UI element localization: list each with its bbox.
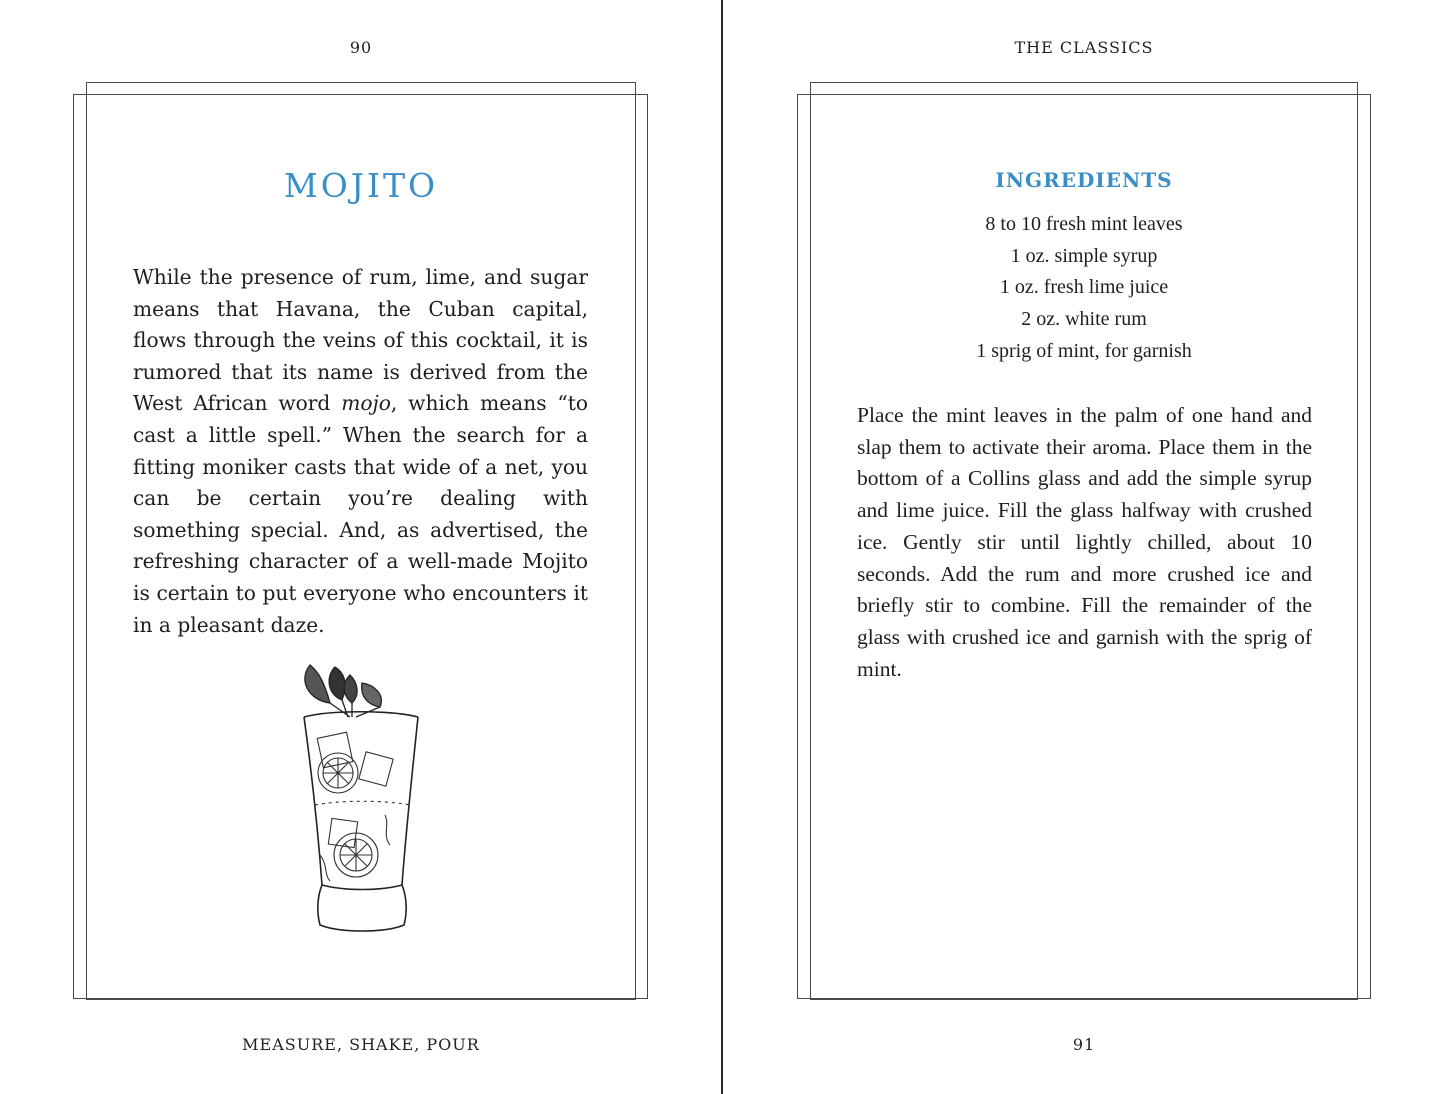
page-gutter (721, 0, 723, 1094)
glass-contents (315, 732, 410, 881)
intro-italic-word: mojo (341, 391, 391, 416)
intro-text-end: , which means “to cast a little spell.” When the search for a fitting moniker casts that wide of a net, you can be certain you’re dealing with something special. And, as advertised, the refreshing character of a well-made Mojito is certain to put everyone who encounters it in a pleasant daze. (133, 391, 588, 637)
ingredient-item: 8 to 10 fresh mint leaves (985, 213, 1183, 235)
page-number-right: 91 (1072, 1035, 1096, 1054)
recipe-title: MOJITO (283, 166, 439, 205)
ingredients-list (810, 209, 1358, 368)
mint-sprig-icon (305, 665, 381, 717)
ingredient-item: 1 oz. simple syrup (1010, 244, 1158, 267)
ingredient-item: 1 sprig of mint, for garnish (976, 339, 1192, 362)
page-number-left: 90 (349, 38, 373, 57)
glass-outline (304, 712, 418, 931)
book-title-footer: MEASURE, SHAKE, POUR (242, 1035, 480, 1054)
ingredient-item: 1 oz. fresh lime juice (999, 276, 1169, 299)
mojito-glass-illustration (290, 655, 430, 945)
recipe-intro (133, 262, 588, 641)
intro-text-start: While the presence of rum, lime, and sugar means that Havana, the Cuban capital, flows through the veins of this cocktail, it is rumored that its name is derived from the West African word (133, 265, 588, 416)
ingredients-heading: INGREDIENTS (995, 168, 1173, 192)
running-head-right: THE CLASSICS (1014, 38, 1154, 57)
ingredient-item: 2 oz. white rum (1021, 308, 1147, 331)
method-paragraph: Place the mint leaves in the palm of one hand and slap them to activate their aroma. Place them in the bottom of a Collins glass and add the simple syrup and lime juice. Fill the glass halfway with crushed ice. Gently stir until lightly chilled, about 10 seconds. Add the rum and more crushed ice and briefly stir to combine. Fill the remainder of the glass with crushed ice and garnish with the sprig of mint. (857, 403, 1312, 681)
